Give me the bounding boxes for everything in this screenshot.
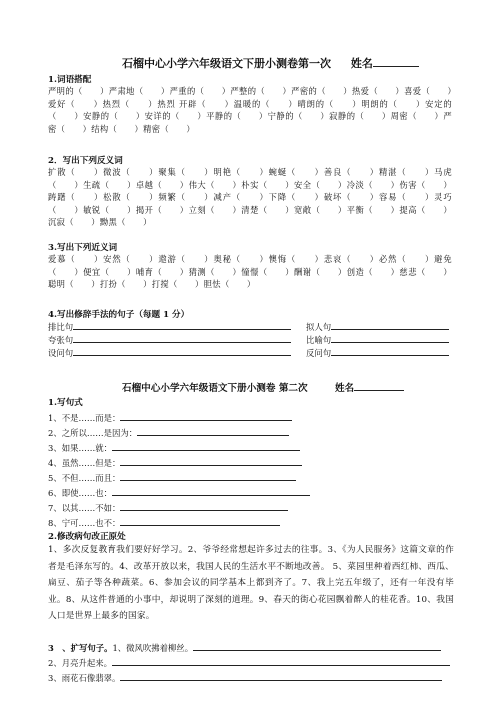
pattern-blank[interactable] (120, 516, 280, 526)
quiz2-section2-heading: 2.修改病句改正原处 (48, 532, 126, 542)
quiz2-section3-heading: 3 、扩写句子。 (48, 643, 113, 653)
rhetoric-blank[interactable] (331, 333, 449, 343)
pattern-label: 1、不是……而是： (48, 413, 121, 423)
expand-label: 3、雨花石像翡翠。 (48, 673, 121, 683)
expand-label: 1、微风吹拂着柳丝。 (112, 643, 194, 653)
rhetoric-label: 比喻句 (306, 335, 332, 345)
quiz1-section3-text: 爱慕（ ）安然（ ）遨游（ ）奥秘（ ）懊悔（ ）悲哀（ ）必然（ ）避免（ ）便宜（ ）哺育（ ）猜测（ ）憧憬（ ）酬谢（ ）创造（ ）慈悲（ ）聪明（ ）打扮（ ）打搅（ ）胆怯（ ） (48, 254, 452, 290)
expand-line (48, 641, 441, 654)
pattern-label: 2、之所以……是因为： (48, 428, 138, 438)
quiz1-section1-text: 严明的（ ）严肃地（ ）严重的（ ）严整的（ ）严密的（ ）热爱（ ）喜爱（ ）爱好（ ）热烈（ ）热烈 开辟（ ）温暖的（ ）晴朗的（ ）明朗的（ ）安定的（ ）安静的（ ）安详的（ ）平静的（ ）宁静的（ ）寂静的（ ）周密（ ）严密（ ）结构（ ）精密（ ） (48, 86, 452, 134)
expand-blank[interactable] (112, 656, 450, 666)
pattern-blank[interactable] (120, 501, 288, 511)
pattern-line (48, 471, 296, 484)
pattern-blank[interactable] (112, 441, 300, 451)
quiz2-name-blank[interactable] (354, 381, 404, 391)
rhetoric-blank[interactable] (73, 320, 291, 330)
pattern-line (48, 411, 292, 424)
pattern-label: 7、以其……不如： (48, 503, 121, 513)
quiz1-section2-heading: 2．写出下列反义词 (48, 156, 123, 166)
quiz1-name-label: 姓名 (350, 57, 373, 70)
expand-blank[interactable] (120, 671, 442, 681)
pattern-blank[interactable] (120, 471, 296, 481)
quiz1-name-blank[interactable] (373, 57, 419, 67)
rhetoric-row (48, 333, 291, 346)
quiz1-title-text: 石榴中心小学六年级语文下册小测卷第一次 (122, 57, 331, 70)
quiz1-section1-heading: 1.词语搭配 (48, 75, 92, 85)
quiz1-section3-heading: 3.写出下列近义词 (48, 243, 118, 253)
quiz1-section2-text: 扩散（ ）微波（ ）聚集（ ）明艳（ ）蜿蜒（ ）善良（ ）精湛（ ）马虎（ ）生疏（ ）卓越（ ）伟大（ ）朴实（ ）安全（ ）冷淡（ ）伤害（ ）踌躇（ ）松散（ ）频繁（ ）减产（ ）下降（ ）破坏（ ）容易（ ）灵巧（ ）敏锐（ ）揭开（ ）立刻（ ）清楚（ ）宽敞（ ）平衡（ ）提高（ ）沉寂（ ）黝黑（ ） (48, 167, 452, 228)
expand-line (48, 656, 450, 669)
quiz2-section1-heading: 1.写句式 (48, 398, 83, 408)
quiz2-name-label: 姓名 (334, 383, 355, 394)
pattern-label: 4、虽然……但是： (48, 458, 121, 468)
rhetoric-label: 夸张句 (48, 335, 74, 345)
rhetoric-blank[interactable] (331, 320, 449, 330)
pattern-label: 8、宁可……也不： (48, 518, 121, 528)
rhetoric-blank[interactable] (331, 346, 449, 356)
rhetoric-row (306, 333, 449, 346)
pattern-blank[interactable] (137, 426, 289, 436)
pattern-blank[interactable] (112, 486, 310, 496)
expand-label: 2、月亮升起来。 (48, 658, 112, 668)
pattern-line (48, 486, 310, 499)
pattern-line (48, 441, 300, 454)
quiz1-section4-heading: 4.写出修辞手法的句子（每题 1 分） (48, 310, 190, 320)
pattern-blank[interactable] (120, 456, 302, 466)
rhetoric-label: 拟人句 (306, 322, 332, 332)
rhetoric-row (306, 320, 449, 333)
quiz2-section2-text: 1、多次反复教育我们要好好学习。2、爷爷经常想起许多过去的往事。3、《为人民服务》这篇文章的作者是毛泽东写的。4、改革开放以来，我国人民的生活水平不断地改善。 5、菜园里种着西红柿、西瓜、扁豆、茄子等各种蔬菜。6、参加会议的同学基本上都到齐了。7、我上完五年级了，还有一年没有毕业。8、从这件普通的小事中，却说明了深刻的道理。9、春天的街心花园飘着醉人的桂花香。10、我国人口是世界上最多的国家。 (48, 545, 454, 621)
rhetoric-row (48, 346, 291, 359)
rhetoric-row (48, 320, 291, 333)
pattern-line (48, 426, 289, 439)
rhetoric-label: 排比句 (48, 322, 74, 332)
pattern-label: 6、即使……也： (48, 488, 112, 498)
expand-blank[interactable] (193, 641, 441, 651)
quiz1-title (122, 55, 419, 71)
quiz2-title-text: 石榴中心小学六年级语文下册小测卷 第二次 (122, 383, 308, 394)
pattern-label: 5、不但……而且： (48, 473, 121, 483)
rhetoric-label: 反问句 (306, 348, 332, 358)
rhetoric-blank[interactable] (73, 346, 291, 356)
pattern-line (48, 501, 288, 514)
quiz2-title (122, 380, 404, 394)
pattern-line (48, 456, 302, 469)
rhetoric-blank[interactable] (73, 333, 291, 343)
pattern-blank[interactable] (120, 411, 292, 421)
pattern-line (48, 516, 280, 529)
rhetoric-label: 设问句 (48, 348, 74, 358)
pattern-label: 3、如果……就： (48, 443, 112, 453)
expand-line (48, 671, 442, 684)
rhetoric-row (306, 346, 449, 359)
